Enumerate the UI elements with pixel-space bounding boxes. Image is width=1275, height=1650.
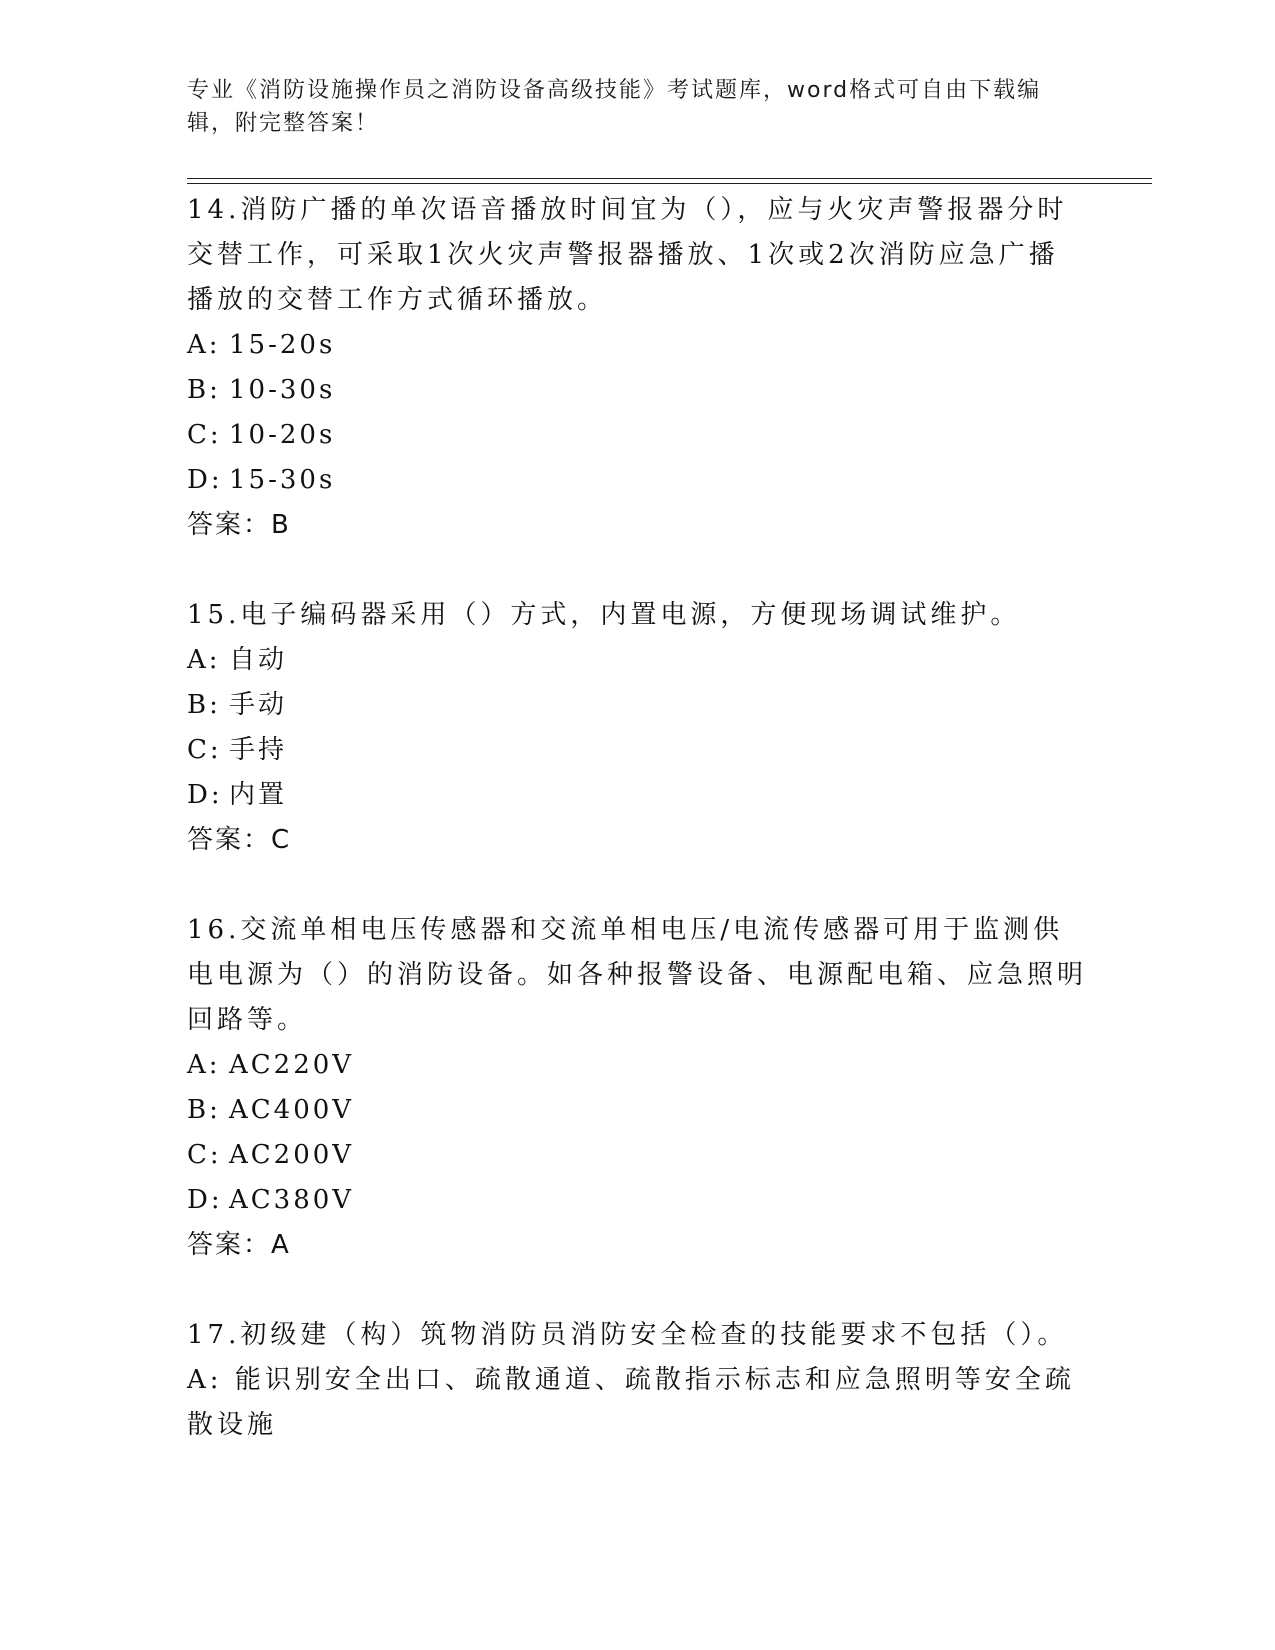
question-16 bbox=[187, 908, 1087, 1268]
option-letter: D: bbox=[187, 1185, 223, 1215]
option-letter: A: bbox=[187, 1050, 221, 1080]
answer-line: 答案：A bbox=[187, 1230, 291, 1260]
answer-line: 答案：B bbox=[187, 510, 291, 540]
question-stem: 14.消防广播的单次语音播放时间宜为（），应与火灾声警报器分时交替工作，可采取1次火灾声警报器播放、1次或2次消防应急广播播放的交替工作方式循环播放。 bbox=[187, 195, 1068, 315]
option-b bbox=[187, 368, 1087, 413]
option-text: AC400V bbox=[229, 1095, 355, 1125]
document-header: 专业《消防设施操作员之消防设备高级技能》考试题库，word格式可自由下载编辑，附完整答案！ bbox=[187, 78, 1042, 136]
question-stem: 16.交流单相电压传感器和交流单相电压/电流传感器可用于监测供电电源为（）的消防设备。如各种报警设备、电源配电箱、应急照明回路等。 bbox=[187, 915, 1088, 1035]
option-letter: C: bbox=[187, 420, 222, 450]
option-text: 自动 bbox=[229, 645, 288, 675]
option-text: 手动 bbox=[229, 690, 288, 720]
option-b bbox=[187, 683, 1087, 728]
option-d bbox=[187, 458, 1087, 503]
option-text: 10-30s bbox=[229, 375, 336, 405]
answer-line: 答案：C bbox=[187, 825, 292, 855]
option-text: 手持 bbox=[229, 735, 288, 765]
question-stem: 17.初级建（构）筑物消防员消防安全检查的技能要求不包括（）。 bbox=[187, 1320, 1068, 1350]
option-letter: D: bbox=[187, 465, 223, 495]
option-letter: D: bbox=[187, 780, 223, 810]
question-list bbox=[187, 188, 1087, 1493]
option-letter: A: bbox=[187, 645, 221, 675]
option-letter: B: bbox=[187, 1095, 221, 1125]
option-text: 能识别安全出口、疏散通道、疏散指示标志和应急照明等安全疏散设施 bbox=[187, 1365, 1075, 1440]
option-c bbox=[187, 728, 1087, 773]
option-letter: B: bbox=[187, 375, 221, 405]
header-divider-top bbox=[187, 178, 1152, 179]
option-letter: A: bbox=[187, 1365, 223, 1395]
option-text: 10-20s bbox=[229, 420, 336, 450]
option-text: AC380V bbox=[229, 1185, 355, 1215]
question-17 bbox=[187, 1313, 1087, 1448]
question-15 bbox=[187, 593, 1087, 863]
option-text: 内置 bbox=[229, 780, 288, 810]
option-text: AC200V bbox=[229, 1140, 355, 1170]
option-c bbox=[187, 1133, 1087, 1178]
option-d bbox=[187, 773, 1087, 818]
question-14 bbox=[187, 188, 1087, 548]
option-b bbox=[187, 1088, 1087, 1133]
question-stem: 15.电子编码器采用（）方式，内置电源，方便现场调试维护。 bbox=[187, 600, 1021, 630]
option-a bbox=[187, 323, 1087, 368]
option-d bbox=[187, 1178, 1087, 1223]
option-a bbox=[187, 638, 1087, 683]
option-text: AC220V bbox=[229, 1050, 355, 1080]
option-a bbox=[187, 1358, 1087, 1448]
option-letter: C: bbox=[187, 1140, 222, 1170]
option-text: 15-30s bbox=[229, 465, 336, 495]
option-text: 15-20s bbox=[229, 330, 336, 360]
option-letter: B: bbox=[187, 690, 221, 720]
header-divider-bottom bbox=[187, 183, 1152, 184]
option-c bbox=[187, 413, 1087, 458]
option-letter: C: bbox=[187, 735, 222, 765]
option-letter: A: bbox=[187, 330, 221, 360]
option-a bbox=[187, 1043, 1087, 1088]
